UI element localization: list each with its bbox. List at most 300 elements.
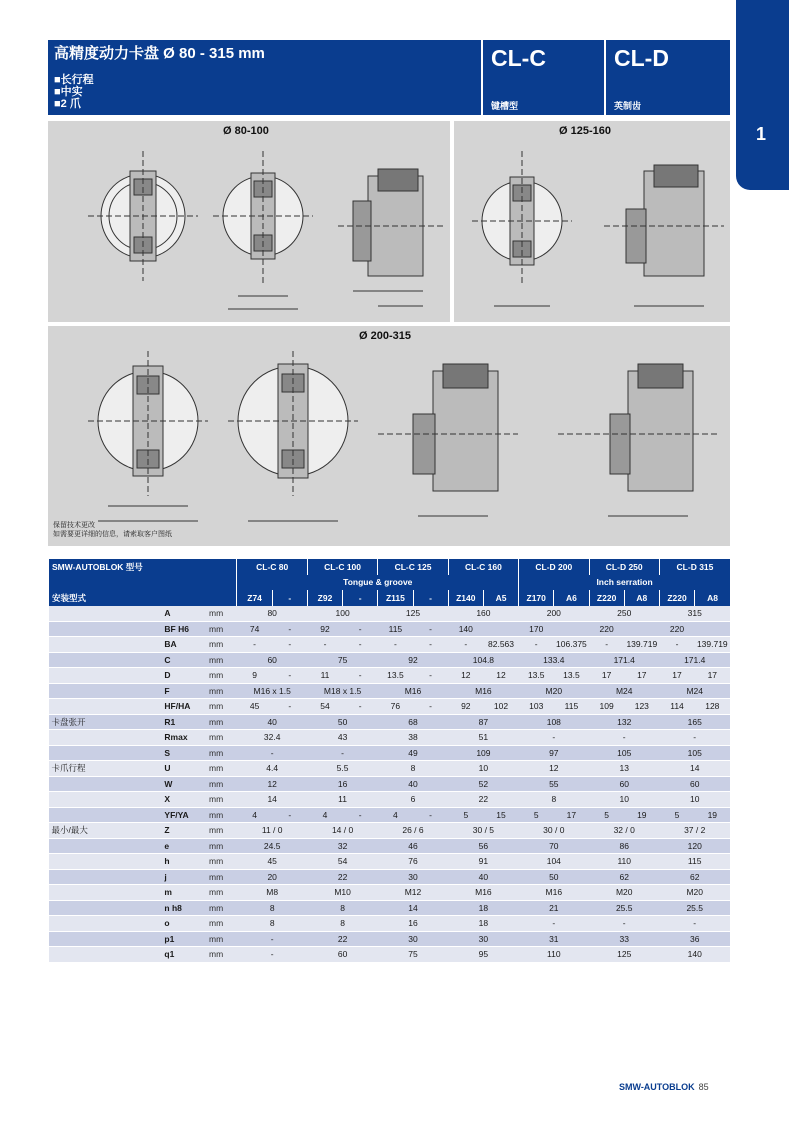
row-group-label <box>49 900 163 916</box>
value-cell: 171.4 <box>659 652 730 668</box>
value-cell: 120 <box>659 838 730 854</box>
row-group-label <box>49 637 163 653</box>
value-cell: 125 <box>378 606 448 622</box>
drawing-panel-80-100 <box>48 121 450 322</box>
feature-item: ■长行程 <box>54 74 94 86</box>
value-cell: - <box>413 621 448 637</box>
mount-type-cell: Z140 <box>448 590 483 606</box>
value-cell: - <box>343 668 378 684</box>
value-cell: 50 <box>307 714 377 730</box>
value-cell: 125 <box>589 947 659 963</box>
value-cell: M20 <box>589 885 659 901</box>
value-cell: - <box>589 730 659 746</box>
value-cell: 13.5 <box>519 668 554 684</box>
value-cell: 36 <box>659 931 730 947</box>
value-cell: 14 <box>237 792 307 808</box>
row-unit: mm <box>208 947 237 963</box>
mount-type-cell: Z170 <box>519 590 554 606</box>
value-cell: - <box>413 807 448 823</box>
value-cell: 16 <box>307 776 377 792</box>
value-cell: M18 x 1.5 <box>307 683 377 699</box>
value-cell: 30 <box>378 931 448 947</box>
page-footer <box>619 1082 709 1092</box>
row-symbol: U <box>162 761 208 777</box>
row-symbol: Z <box>162 823 208 839</box>
row-symbol: W <box>162 776 208 792</box>
value-cell: 76 <box>378 854 448 870</box>
row-unit: mm <box>208 730 237 746</box>
model-header: CL-D 250 <box>589 559 659 575</box>
value-cell: - <box>343 699 378 715</box>
row-unit: mm <box>208 792 237 808</box>
value-cell: 128 <box>695 699 730 715</box>
value-cell: - <box>519 916 589 932</box>
value-cell: 32 <box>307 838 377 854</box>
value-cell: 14 <box>659 761 730 777</box>
mount-type-cell: A6 <box>554 590 589 606</box>
page-number: 85 <box>698 1082 709 1092</box>
value-cell: 19 <box>624 807 659 823</box>
value-cell: 250 <box>589 606 659 622</box>
value-cell: 6 <box>378 792 448 808</box>
value-cell: 18 <box>448 916 518 932</box>
row-unit: mm <box>208 621 237 637</box>
value-cell: 115 <box>659 854 730 870</box>
value-cell <box>483 621 518 637</box>
row-group-label <box>49 885 163 901</box>
cl-d-code: CL-D <box>614 45 669 71</box>
value-cell: 15 <box>483 807 518 823</box>
value-cell: M16 x 1.5 <box>237 683 307 699</box>
value-cell: 60 <box>237 652 307 668</box>
value-cell: 10 <box>448 761 518 777</box>
value-cell: 110 <box>589 854 659 870</box>
value-cell: 139.719 <box>695 637 730 653</box>
value-cell: 25.5 <box>659 900 730 916</box>
value-cell: 12 <box>483 668 518 684</box>
value-cell: 5 <box>519 807 554 823</box>
table-row <box>49 714 731 730</box>
row-group-label <box>49 838 163 854</box>
value-cell: 17 <box>554 807 589 823</box>
value-cell: - <box>307 745 377 761</box>
value-cell: 21 <box>519 900 589 916</box>
row-symbol: h <box>162 854 208 870</box>
row-symbol: A <box>162 606 208 622</box>
value-cell: 8 <box>378 761 448 777</box>
row-unit: mm <box>208 869 237 885</box>
value-cell: 25.5 <box>589 900 659 916</box>
row-symbol: D <box>162 668 208 684</box>
value-cell: - <box>272 699 307 715</box>
chuck-drawing-80-100 <box>48 121 450 322</box>
row-unit: mm <box>208 714 237 730</box>
value-cell: 40 <box>237 714 307 730</box>
row-unit: mm <box>208 683 237 699</box>
value-cell: M16 <box>448 885 518 901</box>
value-cell: 55 <box>519 776 589 792</box>
value-cell: 50 <box>519 869 589 885</box>
value-cell: 95 <box>448 947 518 963</box>
value-cell: 92 <box>307 621 342 637</box>
value-cell: M8 <box>237 885 307 901</box>
row-group-label <box>49 947 163 963</box>
value-cell: 62 <box>589 869 659 885</box>
value-cell: 9 <box>237 668 272 684</box>
value-cell: 70 <box>519 838 589 854</box>
row-symbol: S <box>162 745 208 761</box>
value-cell: 115 <box>378 621 413 637</box>
value-cell: M16 <box>519 885 589 901</box>
table-row <box>49 885 731 901</box>
value-cell: 140 <box>448 621 483 637</box>
row-symbol: R1 <box>162 714 208 730</box>
value-cell: 12 <box>237 776 307 792</box>
row-group-label <box>49 652 163 668</box>
value-cell: 92 <box>448 699 483 715</box>
value-cell: 14 / 0 <box>307 823 377 839</box>
row-group-label: 卡爪行程 <box>49 761 163 777</box>
value-cell: 220 <box>589 621 624 637</box>
row-unit: mm <box>208 807 237 823</box>
value-cell: 4 <box>237 807 272 823</box>
row-group-label <box>49 931 163 947</box>
value-cell: 54 <box>307 854 377 870</box>
value-cell: 17 <box>589 668 624 684</box>
value-cell: 106.375 <box>554 637 589 653</box>
row-unit: mm <box>208 854 237 870</box>
value-cell: 13 <box>589 761 659 777</box>
table-row <box>49 823 731 839</box>
value-cell: 54 <box>307 699 342 715</box>
mount-type-cell: A5 <box>483 590 518 606</box>
value-cell: 5 <box>589 807 624 823</box>
value-cell: 49 <box>378 745 448 761</box>
value-cell: 132 <box>589 714 659 730</box>
value-cell: 200 <box>519 606 589 622</box>
mount-type-cell: - <box>343 590 378 606</box>
value-cell: - <box>272 807 307 823</box>
table-row <box>49 792 731 808</box>
table-row <box>49 668 731 684</box>
mount-type-cell: Z74 <box>237 590 272 606</box>
row-symbol: q1 <box>162 947 208 963</box>
value-cell: - <box>272 621 307 637</box>
row-symbol: e <box>162 838 208 854</box>
value-cell: 46 <box>378 838 448 854</box>
row-group-label <box>49 916 163 932</box>
value-cell: M20 <box>659 885 730 901</box>
row-group-label <box>49 683 163 699</box>
value-cell: - <box>237 637 272 653</box>
value-cell: 45 <box>237 854 307 870</box>
value-cell: M10 <box>307 885 377 901</box>
value-cell: 37 / 2 <box>659 823 730 839</box>
row-unit: mm <box>208 916 237 932</box>
value-cell: 19 <box>695 807 730 823</box>
blank-cell <box>49 575 237 591</box>
value-cell: 22 <box>307 931 377 947</box>
header-cl-d <box>604 40 730 115</box>
mount-type-cell: A8 <box>695 590 730 606</box>
page-header <box>48 40 730 115</box>
value-cell: - <box>343 621 378 637</box>
value-cell: 139.719 <box>624 637 659 653</box>
value-cell <box>554 621 589 637</box>
value-cell: 38 <box>378 730 448 746</box>
row-symbol: BF H6 <box>162 621 208 637</box>
value-cell: 17 <box>659 668 694 684</box>
model-header: CL-C 160 <box>448 559 518 575</box>
value-cell: 32.4 <box>237 730 307 746</box>
cl-d-subtitle: 英制齿 <box>614 101 642 111</box>
value-cell: 92 <box>378 652 448 668</box>
value-cell: M20 <box>519 683 589 699</box>
table-row <box>49 652 731 668</box>
row-unit: mm <box>208 823 237 839</box>
spec-table <box>48 559 730 963</box>
value-cell: 165 <box>659 714 730 730</box>
row-symbol: m <box>162 885 208 901</box>
value-cell: 110 <box>519 947 589 963</box>
row-group-label <box>49 776 163 792</box>
value-cell: 12 <box>448 668 483 684</box>
value-cell: 76 <box>378 699 413 715</box>
value-cell: - <box>413 699 448 715</box>
mount-type-cell: - <box>272 590 307 606</box>
value-cell: 108 <box>519 714 589 730</box>
row-symbol: j <box>162 869 208 885</box>
row-unit: mm <box>208 885 237 901</box>
value-cell: 30 <box>378 869 448 885</box>
value-cell <box>624 621 659 637</box>
value-cell: 33 <box>589 931 659 947</box>
value-cell: - <box>659 730 730 746</box>
value-cell: - <box>378 637 413 653</box>
table-row <box>49 807 731 823</box>
value-cell: M12 <box>378 885 448 901</box>
model-header: CL-C 100 <box>307 559 377 575</box>
value-cell: 56 <box>448 838 518 854</box>
table-row <box>49 699 731 715</box>
drawing-title: Ø 125-160 <box>559 125 611 137</box>
value-cell: 5 <box>659 807 694 823</box>
value-cell: 13.5 <box>554 668 589 684</box>
value-cell: 17 <box>624 668 659 684</box>
model-header: CL-D 315 <box>659 559 730 575</box>
value-cell: 105 <box>659 745 730 761</box>
note-line: 如需要更详细的信息，请索取客户图纸 <box>53 531 172 538</box>
row-group-label: 卡盘张开 <box>49 714 163 730</box>
row-unit: mm <box>208 606 237 622</box>
value-cell: 103 <box>519 699 554 715</box>
value-cell: - <box>237 745 307 761</box>
drawing-panel-200-315 <box>48 326 730 546</box>
feature-item: ■中实 <box>54 86 83 98</box>
row-unit: mm <box>208 637 237 653</box>
value-cell: 40 <box>378 776 448 792</box>
value-cell: 43 <box>307 730 377 746</box>
value-cell: 5.5 <box>307 761 377 777</box>
row-symbol: YF/YA <box>162 807 208 823</box>
value-cell: 60 <box>307 947 377 963</box>
chapter-tab <box>736 0 789 190</box>
cl-c-code: CL-C <box>491 45 546 71</box>
header-left <box>48 40 481 115</box>
row-symbol: o <box>162 916 208 932</box>
value-cell: - <box>519 730 589 746</box>
value-cell: 30 / 5 <box>448 823 518 839</box>
technical-notes <box>53 521 172 539</box>
value-cell: - <box>237 947 307 963</box>
value-cell: 8 <box>307 900 377 916</box>
table-row <box>49 637 731 653</box>
value-cell: 30 / 0 <box>519 823 589 839</box>
drawing-title: Ø 80-100 <box>223 125 269 137</box>
value-cell: 75 <box>378 947 448 963</box>
value-cell: - <box>413 668 448 684</box>
value-cell: 8 <box>519 792 589 808</box>
value-cell: 45 <box>237 699 272 715</box>
value-cell: 160 <box>448 606 518 622</box>
value-cell: 75 <box>307 652 377 668</box>
mount-type-cell: A8 <box>624 590 659 606</box>
value-cell: 8 <box>237 900 307 916</box>
value-cell: - <box>307 637 342 653</box>
row-group-label <box>49 854 163 870</box>
value-cell: 4 <box>378 807 413 823</box>
value-cell: 115 <box>554 699 589 715</box>
value-cell: 60 <box>589 776 659 792</box>
table-row <box>49 838 731 854</box>
model-header: CL-C 80 <box>237 559 307 575</box>
value-cell: 109 <box>448 745 518 761</box>
table-row <box>49 745 731 761</box>
table-row <box>49 683 731 699</box>
row-unit: mm <box>208 699 237 715</box>
value-cell: 22 <box>307 869 377 885</box>
value-cell: 10 <box>589 792 659 808</box>
value-cell: 11 <box>307 668 342 684</box>
chapter-number: 1 <box>756 124 767 144</box>
value-cell: 12 <box>519 761 589 777</box>
value-cell: 80 <box>237 606 307 622</box>
value-cell: 82.563 <box>483 637 518 653</box>
row-symbol: BA <box>162 637 208 653</box>
note-line: 保留技术更改 <box>53 522 95 529</box>
value-cell: - <box>413 637 448 653</box>
drawing-panel-125-160 <box>454 121 730 322</box>
value-cell: - <box>343 807 378 823</box>
value-cell: 11 / 0 <box>237 823 307 839</box>
value-cell: M16 <box>448 683 518 699</box>
value-cell: 102 <box>483 699 518 715</box>
table-row <box>49 947 731 963</box>
value-cell: 133.4 <box>519 652 589 668</box>
value-cell: 114 <box>659 699 694 715</box>
value-cell: 22 <box>448 792 518 808</box>
row-group-label <box>49 792 163 808</box>
value-cell: 10 <box>659 792 730 808</box>
table-row <box>49 761 731 777</box>
value-cell: 171.4 <box>589 652 659 668</box>
table-row <box>49 776 731 792</box>
value-cell: 31 <box>519 931 589 947</box>
row-group-label <box>49 869 163 885</box>
mount-type-cell: Z115 <box>378 590 413 606</box>
value-cell: - <box>659 637 694 653</box>
mount-type-cell: Z220 <box>659 590 694 606</box>
mount-type-cell: - <box>413 590 448 606</box>
row-group-label <box>49 807 163 823</box>
value-cell: 109 <box>589 699 624 715</box>
model-header: CL-C 125 <box>378 559 448 575</box>
table-row <box>49 916 731 932</box>
table-row <box>49 621 731 637</box>
value-cell: - <box>589 916 659 932</box>
row-unit: mm <box>208 776 237 792</box>
row-group-label: 最小/最大 <box>49 823 163 839</box>
table-row <box>49 931 731 947</box>
model-header: CL-D 200 <box>519 559 589 575</box>
value-cell: 52 <box>448 776 518 792</box>
value-cell: M16 <box>378 683 448 699</box>
table-row <box>49 606 731 622</box>
mount-type-cell: Z92 <box>307 590 342 606</box>
row-symbol: X <box>162 792 208 808</box>
value-cell: - <box>659 916 730 932</box>
row-symbol: n h8 <box>162 900 208 916</box>
row-group-label <box>49 621 163 637</box>
value-cell: 97 <box>519 745 589 761</box>
value-cell: 17 <box>695 668 730 684</box>
value-cell: 8 <box>237 916 307 932</box>
value-cell: 40 <box>448 869 518 885</box>
row-unit: mm <box>208 745 237 761</box>
value-cell: 5 <box>448 807 483 823</box>
row-unit: mm <box>208 761 237 777</box>
feature-list <box>54 74 475 110</box>
row-group-label <box>49 745 163 761</box>
value-cell: 8 <box>307 916 377 932</box>
value-cell: 32 / 0 <box>589 823 659 839</box>
value-cell: 105 <box>589 745 659 761</box>
row-unit: mm <box>208 652 237 668</box>
value-cell: 60 <box>659 776 730 792</box>
drawing-title: Ø 200-315 <box>359 330 411 342</box>
chuck-drawing-125-160 <box>454 121 730 322</box>
value-cell: 26 / 6 <box>378 823 448 839</box>
value-cell: 68 <box>378 714 448 730</box>
feature-item: ■2 爪 <box>54 98 81 110</box>
model-label: SMW-AUTOBLOK 型号 <box>49 559 237 575</box>
value-cell: 4.4 <box>237 761 307 777</box>
value-cell: 91 <box>448 854 518 870</box>
value-cell: 16 <box>378 916 448 932</box>
value-cell: 14 <box>378 900 448 916</box>
row-unit: mm <box>208 838 237 854</box>
mount-type-cell: Z220 <box>589 590 624 606</box>
row-symbol: F <box>162 683 208 699</box>
cl-c-type-header: Tongue & groove <box>237 575 519 591</box>
value-cell: M24 <box>659 683 730 699</box>
row-unit: mm <box>208 668 237 684</box>
value-cell: - <box>448 637 483 653</box>
value-cell: - <box>343 637 378 653</box>
row-group-label <box>49 699 163 715</box>
value-cell: 51 <box>448 730 518 746</box>
value-cell: 86 <box>589 838 659 854</box>
